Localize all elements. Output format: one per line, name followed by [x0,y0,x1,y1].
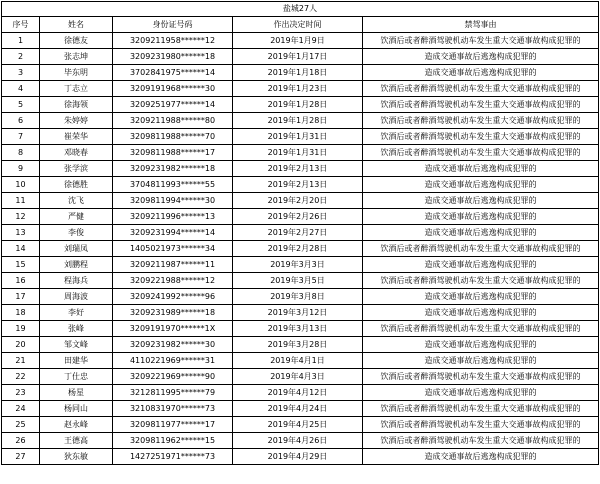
table-row [2,161,599,177]
decision-date: 2019年4月26日 [233,433,363,449]
person-name: 徐德友 [40,33,113,49]
decision-date: 2019年4月29日 [233,449,363,465]
decision-date: 2019年1月9日 [233,33,363,49]
person-name: 张峰 [40,321,113,337]
table-row [2,97,599,113]
ban-reason: 造成交通事故后逃逸构成犯罪的 [363,65,599,81]
ban-reason: 造成交通事故后逃逸构成犯罪的 [363,209,599,225]
person-name: 朱婷婷 [40,113,113,129]
row-index: 8 [2,145,40,161]
ban-reason: 造成交通事故后逃逸构成犯罪的 [363,449,599,465]
id-number: 3209211958******12 [113,33,233,49]
table-row [2,385,599,401]
row-index: 22 [2,369,40,385]
row-index: 10 [2,177,40,193]
id-number: 3209231982******30 [113,337,233,353]
decision-date: 2019年3月12日 [233,305,363,321]
id-number: 3209231982******18 [113,161,233,177]
id-number: 3209211996******13 [113,209,233,225]
id-number: 3209191968******30 [113,81,233,97]
row-index: 27 [2,449,40,465]
ban-list-table [1,1,599,465]
ban-reason: 饮酒后或者醉酒驾驶机动车发生重大交通事故构成犯罪的 [363,241,599,257]
id-number: 1405021973******34 [113,241,233,257]
person-name: 崔荣华 [40,129,113,145]
row-index: 13 [2,225,40,241]
table-row [2,65,599,81]
row-index: 19 [2,321,40,337]
person-name: 张志坤 [40,49,113,65]
row-index: 18 [2,305,40,321]
person-name: 王德高 [40,433,113,449]
person-name: 张学滨 [40,161,113,177]
row-index: 4 [2,81,40,97]
row-index: 14 [2,241,40,257]
decision-date: 2019年4月1日 [233,353,363,369]
id-number: 3209231994******14 [113,225,233,241]
id-number: 3209811988******70 [113,129,233,145]
row-index: 24 [2,401,40,417]
ban-reason: 造成交通事故后逃逸构成犯罪的 [363,177,599,193]
id-number: 3209221969******90 [113,369,233,385]
person-name: 李好 [40,305,113,321]
decision-date: 2019年1月31日 [233,129,363,145]
id-number: 3209251977******14 [113,97,233,113]
decision-date: 2019年1月28日 [233,97,363,113]
ban-reason: 造成交通事故后逃逸构成犯罪的 [363,193,599,209]
header-ban-reason: 禁驾事由 [363,17,599,33]
ban-reason: 饮酒后或者醉酒驾驶机动车发生重大交通事故构成犯罪的 [363,401,599,417]
ban-reason: 饮酒后或者醉酒驾驶机动车发生重大交通事故构成犯罪的 [363,33,599,49]
decision-date: 2019年1月23日 [233,81,363,97]
table-row [2,193,599,209]
decision-date: 2019年3月28日 [233,337,363,353]
row-index: 12 [2,209,40,225]
id-number: 3704811993******55 [113,177,233,193]
id-number: 3209191970******1X [113,321,233,337]
ban-reason: 造成交通事故后逃逸构成犯罪的 [363,353,599,369]
decision-date: 2019年3月13日 [233,321,363,337]
id-number: 3209221988******12 [113,273,233,289]
id-number: 3209811977******17 [113,417,233,433]
person-name: 李俊 [40,225,113,241]
table-row [2,241,599,257]
header-decision-date: 作出决定时间 [233,17,363,33]
person-name: 田建华 [40,353,113,369]
person-name: 沈飞 [40,193,113,209]
table-row [2,113,599,129]
ban-reason: 饮酒后或者醉酒驾驶机动车发生重大交通事故构成犯罪的 [363,369,599,385]
id-number: 3209211988******80 [113,113,233,129]
id-number: 3212811995******79 [113,385,233,401]
id-number: 4110221969******31 [113,353,233,369]
row-index: 20 [2,337,40,353]
decision-date: 2019年1月28日 [233,113,363,129]
decision-date: 2019年1月17日 [233,49,363,65]
row-index: 26 [2,433,40,449]
decision-date: 2019年4月12日 [233,385,363,401]
decision-date: 2019年3月3日 [233,257,363,273]
table-row [2,369,599,385]
row-index: 17 [2,289,40,305]
row-index: 3 [2,65,40,81]
person-name: 邹文峰 [40,337,113,353]
decision-date: 2019年3月5日 [233,273,363,289]
ban-reason: 造成交通事故后逃逸构成犯罪的 [363,337,599,353]
table-row [2,401,599,417]
person-name: 程海兵 [40,273,113,289]
ban-reason: 造成交通事故后逃逸构成犯罪的 [363,225,599,241]
ban-reason: 饮酒后或者醉酒驾驶机动车发生重大交通事故构成犯罪的 [363,81,599,97]
decision-date: 2019年2月27日 [233,225,363,241]
ban-reason: 饮酒后或者醉酒驾驶机动车发生重大交通事故构成犯罪的 [363,145,599,161]
id-number: 3702841975******14 [113,65,233,81]
ban-reason: 饮酒后或者醉酒驾驶机动车发生重大交通事故构成犯罪的 [363,113,599,129]
ban-reason: 饮酒后或者醉酒驾驶机动车发生重大交通事故构成犯罪的 [363,433,599,449]
table-row [2,273,599,289]
row-index: 23 [2,385,40,401]
id-number: 1427251971******73 [113,449,233,465]
row-index: 2 [2,49,40,65]
row-index: 1 [2,33,40,49]
row-index: 25 [2,417,40,433]
ban-reason: 饮酒后或者醉酒驾驶机动车发生重大交通事故构成犯罪的 [363,417,599,433]
row-index: 11 [2,193,40,209]
person-name: 丁仕忠 [40,369,113,385]
decision-date: 2019年3月8日 [233,289,363,305]
table-row [2,433,599,449]
row-index: 15 [2,257,40,273]
table-row [2,129,599,145]
header-name: 姓名 [40,17,113,33]
ban-reason: 饮酒后或者醉酒驾驶机动车发生重大交通事故构成犯罪的 [363,321,599,337]
ban-reason: 造成交通事故后逃逸构成犯罪的 [363,305,599,321]
table-row [2,225,599,241]
person-name: 狄东敏 [40,449,113,465]
header-index: 序号 [2,17,40,33]
table-row [2,305,599,321]
table-header-row [2,17,599,33]
id-number: 3209811994******30 [113,193,233,209]
table-title-row [2,2,599,17]
ban-reason: 饮酒后或者醉酒驾驶机动车发生重大交通事故构成犯罪的 [363,129,599,145]
person-name: 徐德胜 [40,177,113,193]
id-number: 3209811988******17 [113,145,233,161]
decision-date: 2019年2月26日 [233,209,363,225]
decision-date: 2019年1月18日 [233,65,363,81]
person-name: 丁志立 [40,81,113,97]
person-name: 杨同山 [40,401,113,417]
person-name: 邓晓春 [40,145,113,161]
id-number: 3209231989******18 [113,305,233,321]
row-index: 7 [2,129,40,145]
row-index: 5 [2,97,40,113]
id-number: 3209241992******96 [113,289,233,305]
person-name: 周海波 [40,289,113,305]
decision-date: 2019年4月24日 [233,401,363,417]
table-row [2,289,599,305]
table-row [2,81,599,97]
table-row [2,49,599,65]
decision-date: 2019年2月28日 [233,241,363,257]
id-number: 3209811962******15 [113,433,233,449]
id-number: 3209231980******18 [113,49,233,65]
person-name: 杨星 [40,385,113,401]
table-row [2,145,599,161]
decision-date: 2019年4月3日 [233,369,363,385]
table-row [2,321,599,337]
person-name: 刘鹏程 [40,257,113,273]
person-name: 徐海领 [40,97,113,113]
person-name: 毕东明 [40,65,113,81]
ban-reason: 造成交通事故后逃逸构成犯罪的 [363,385,599,401]
person-name: 赵永峰 [40,417,113,433]
ban-reason: 造成交通事故后逃逸构成犯罪的 [363,289,599,305]
id-number: 3209211987******11 [113,257,233,273]
row-index: 9 [2,161,40,177]
table-row [2,209,599,225]
table-row [2,337,599,353]
table-row [2,177,599,193]
id-number: 3210831970******73 [113,401,233,417]
table-row [2,257,599,273]
ban-reason: 造成交通事故后逃逸构成犯罪的 [363,49,599,65]
table-row [2,353,599,369]
ban-reason: 饮酒后或者醉酒驾驶机动车发生重大交通事故构成犯罪的 [363,97,599,113]
ban-reason: 饮酒后或者醉酒驾驶机动车发生重大交通事故构成犯罪的 [363,273,599,289]
row-index: 6 [2,113,40,129]
decision-date: 2019年4月25日 [233,417,363,433]
ban-reason: 造成交通事故后逃逸构成犯罪的 [363,257,599,273]
decision-date: 2019年2月13日 [233,161,363,177]
table-row [2,33,599,49]
ban-reason: 造成交通事故后逃逸构成犯罪的 [363,161,599,177]
table-row [2,417,599,433]
header-id-number: 身份证号码 [113,17,233,33]
person-name: 严健 [40,209,113,225]
table-row [2,449,599,465]
row-index: 16 [2,273,40,289]
person-name: 刘瑞凤 [40,241,113,257]
decision-date: 2019年2月20日 [233,193,363,209]
decision-date: 2019年1月31日 [233,145,363,161]
decision-date: 2019年2月13日 [233,177,363,193]
row-index: 21 [2,353,40,369]
table-title: 盐城27人 [2,2,599,17]
